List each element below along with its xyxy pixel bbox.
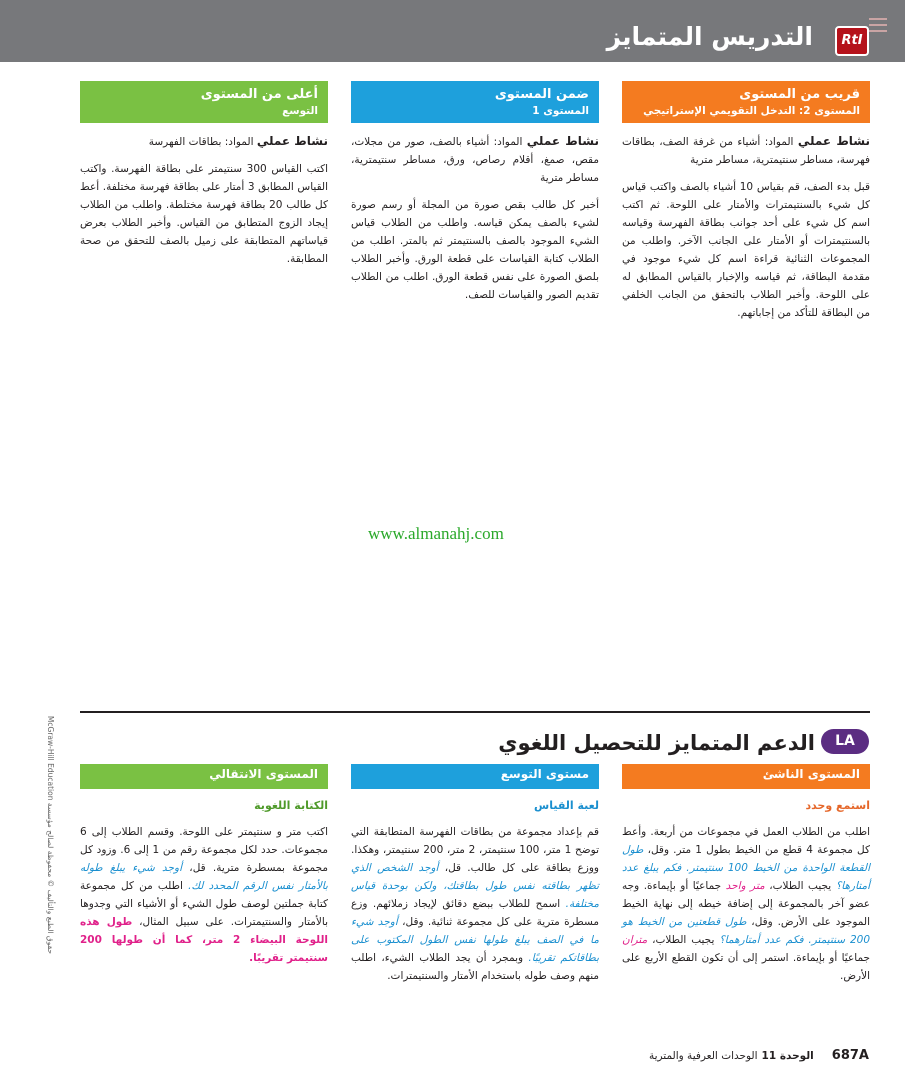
expanding-paragraph <box>351 823 599 985</box>
beyond-level-header <box>80 81 328 123</box>
side-copyright: حقوق الطبع والتأليف © محفوظة لصالح مؤسسة McGraw-Hill Education <box>46 715 55 954</box>
expanding-level-header: مستوى التوسع <box>351 764 599 789</box>
activity-label: نشاط عملي <box>256 134 328 148</box>
teacher-prompt: طول قطعتين من الخيط هو 200 سنتيمتر. فكم عدد أمتارهما؟ <box>622 916 870 946</box>
approaching-level-title: قريب من المستوى <box>739 87 860 102</box>
bridging-level-header: المستوى الانتقالي <box>80 764 328 789</box>
menu-icon[interactable] <box>869 18 887 32</box>
on-level-body <box>351 132 599 313</box>
beyond-level-body <box>80 132 328 277</box>
approaching-level-subtitle: المستوى 2: التدخل التقويمي الإستراتيجي <box>643 105 860 117</box>
page-header-bar <box>0 0 905 62</box>
beyond-paragraph: اكتب القياس 300 سنتيمتر على بطاقة الفهرسة. واكتب القياس المطابق 3 أمتار على بطاقة فهرسة مختلفة. أعط كل طالب 20 بطاقة فهرسة مختلطة. واطلب من الطلاب إيجاد الزوج المتطابق من القياس. وأخبر الطلاب بعرض قياساتهم المتطابقة على زميل بالصف للتحقق من صحة المطابقة. <box>80 163 329 265</box>
la-badge: LA <box>821 729 869 754</box>
text-segment: اطلب من كل مجموعة كتابة جملتين لوصف طول الشيء أو الأشياء التي وجدوها بالأمتار والسنتيمترات. على سبيل المثال، <box>80 880 328 928</box>
beyond-materials <box>80 132 328 151</box>
text-segment: جماعيًا أو بإيماءة. استمر إلى أن تكون القطع الأربع على الأرض. <box>622 952 870 982</box>
page-number: 687A <box>831 1048 869 1063</box>
materials-text: المواد: بطاقات الفهرسة <box>148 136 257 148</box>
on-level-title: ضمن المستوى <box>494 87 589 102</box>
watermark-link[interactable]: www.almanahj.com <box>368 524 504 543</box>
text-segment: جماعيًا أو بإيماءة. وجه عضو آخر بالمجموعة إلى إضافة خيطه إلى نهاية الخيط الموجود على الأرض. وقل، <box>622 880 870 928</box>
emerging-level-header: المستوى الناشئ <box>622 764 870 789</box>
la-section-title: الدعم المتمايز للتحصيل اللغوي <box>498 731 815 755</box>
unit-title: الوحدات العرفية والمترية <box>648 1050 758 1062</box>
page-title: التدريس المتمايز <box>606 22 813 51</box>
bridging-subtitle: الكتابة اللغوية <box>254 799 328 812</box>
on-level-materials <box>351 132 599 187</box>
teacher-prompt: طول القطعة الواحدة من الخيط 100 سنتيمتر. فكم يبلغ عدد أمتارها؟ <box>622 844 870 892</box>
expanding-subtitle: لعبة القياس <box>534 799 599 812</box>
unit-label: الوحدة 11 <box>761 1050 814 1062</box>
student-answer: متران <box>622 934 648 946</box>
teacher-prompt: أوجد الشخص الذي تظهر بطاقته نفس طول بطاقتك، ولكن بوحدة قياس مختلفة. <box>351 862 599 910</box>
approaching-paragraph: قبل بدء الصف، قم بقياس 10 أشياء بالصف واكتب قياس كل شيء بالسنتيمترات والأمتار على اللوحة. ثم اكتب اسم كل شيء على أحد جوانب بطاقة الفهرسة وقياسه بالسنتيمترات أو الأمتار على الجانب الآخر. واطلب من المجموعات الثنائية قراءة اسم كل شيء موجود في مقدمة البطاقة، ثم قياسه والإخبار بالقياس المطابق له على اللوحة. وأخبر الطلاب بالتحقق من الجانب الخلفي من البطاقة للتأكد من إجاباتهم. <box>622 181 870 319</box>
page-footer <box>649 1048 869 1063</box>
text-segment: قم بإعداد مجموعة من بطاقات الفهرسة المتطابقة التي توضح 1 متر، 100 سنتيمتر، 2 متر، 200 سنتيمتر، وهكذا. ووزع بطاقة على كل طالب. قل، <box>351 826 600 874</box>
example-sentence: طول هذه اللوحة البيضاء 2 متر، كما أن طولها 200 سنتيمتر تقريبًا. <box>80 916 328 964</box>
on-level-paragraph: أخبر كل طالب بقص صورة من المجلة أو رسم صورة لشيء بالصف يمكن قياسه. واطلب من الطلاب قياس الشيء الموجود بالصف بالسنتيمتر ثم بالمتر. اطلب من الطلاب كتابة القياسات على قطعة الورق. وأخبر الطلاب بلصق الصورة على نفس قطعة الورق. اطلب من الطلاب تقديم الصور والقياسات للصف. <box>351 199 599 301</box>
emerging-subtitle: استمع وحدد <box>805 799 870 812</box>
teacher-prompt: أوجد شيء ما في الصف يبلغ طولها نفس الطول المكتوب على بطاقاتكم تقريبًا. <box>351 916 599 964</box>
on-level-subtitle: المستوى 1 <box>532 105 589 117</box>
activity-label: نشاط عملي <box>797 134 870 148</box>
bridging-paragraph <box>80 823 328 967</box>
beyond-level-subtitle: التوسع <box>282 105 318 117</box>
text-segment: وبمجرد أن يجد الطلاب الشيء، اطلب منهم وصف طوله باستخدام الأمتار والسنتيمترات. <box>351 952 599 982</box>
text-segment: اطلب من الطلاب العمل في مجموعات من أربعة. وأعط كل مجموعة 4 قطع من الخيط بطول 1 متر. وقل، <box>622 826 870 856</box>
materials-text: المواد: أشياء بالصف، صور من مجلات، مقص، صمغ، أقلام رصاص، ورق، مساطر سنتيمترية، مساطر مترية <box>351 136 599 184</box>
teacher-prompt: أوجد شيء يبلغ طوله بالأمتار نفس الرقم المحدد لك. <box>80 862 328 892</box>
materials-text: المواد: أشياء من غرفة الصف، بطاقات فهرسة، مساطر سنتيمترية، مساطر مترية <box>622 136 870 166</box>
text-segment: يجيب الطلاب، <box>764 880 836 892</box>
on-level-header <box>351 81 599 123</box>
beyond-level-title: أعلى من المستوى <box>200 87 318 102</box>
text-segment: اسمح للطلاب ببضع دقائق لإيجاد زملائهم. وزع مسطرة مترية على كل مجموعة ثنائية. وقل، <box>351 898 599 928</box>
approaching-materials <box>622 132 870 169</box>
approaching-level-body <box>622 132 870 331</box>
text-segment: اكتب متر و سنتيمتر على اللوحة. وقسم الطلاب إلى 6 مجموعات. حدد لكل مجموعة رقم من 1 إلى 6. وزود كل مجموعة بمسطرة مترية. قل، <box>80 826 329 874</box>
section-divider <box>80 711 870 713</box>
text-segment: يجيب الطلاب، <box>647 934 720 946</box>
rti-badge: RtI <box>835 26 869 56</box>
activity-label: نشاط عملي <box>526 134 599 148</box>
approaching-level-header <box>622 81 870 123</box>
emerging-paragraph <box>622 823 870 985</box>
student-answer: متر واحد <box>725 880 765 892</box>
